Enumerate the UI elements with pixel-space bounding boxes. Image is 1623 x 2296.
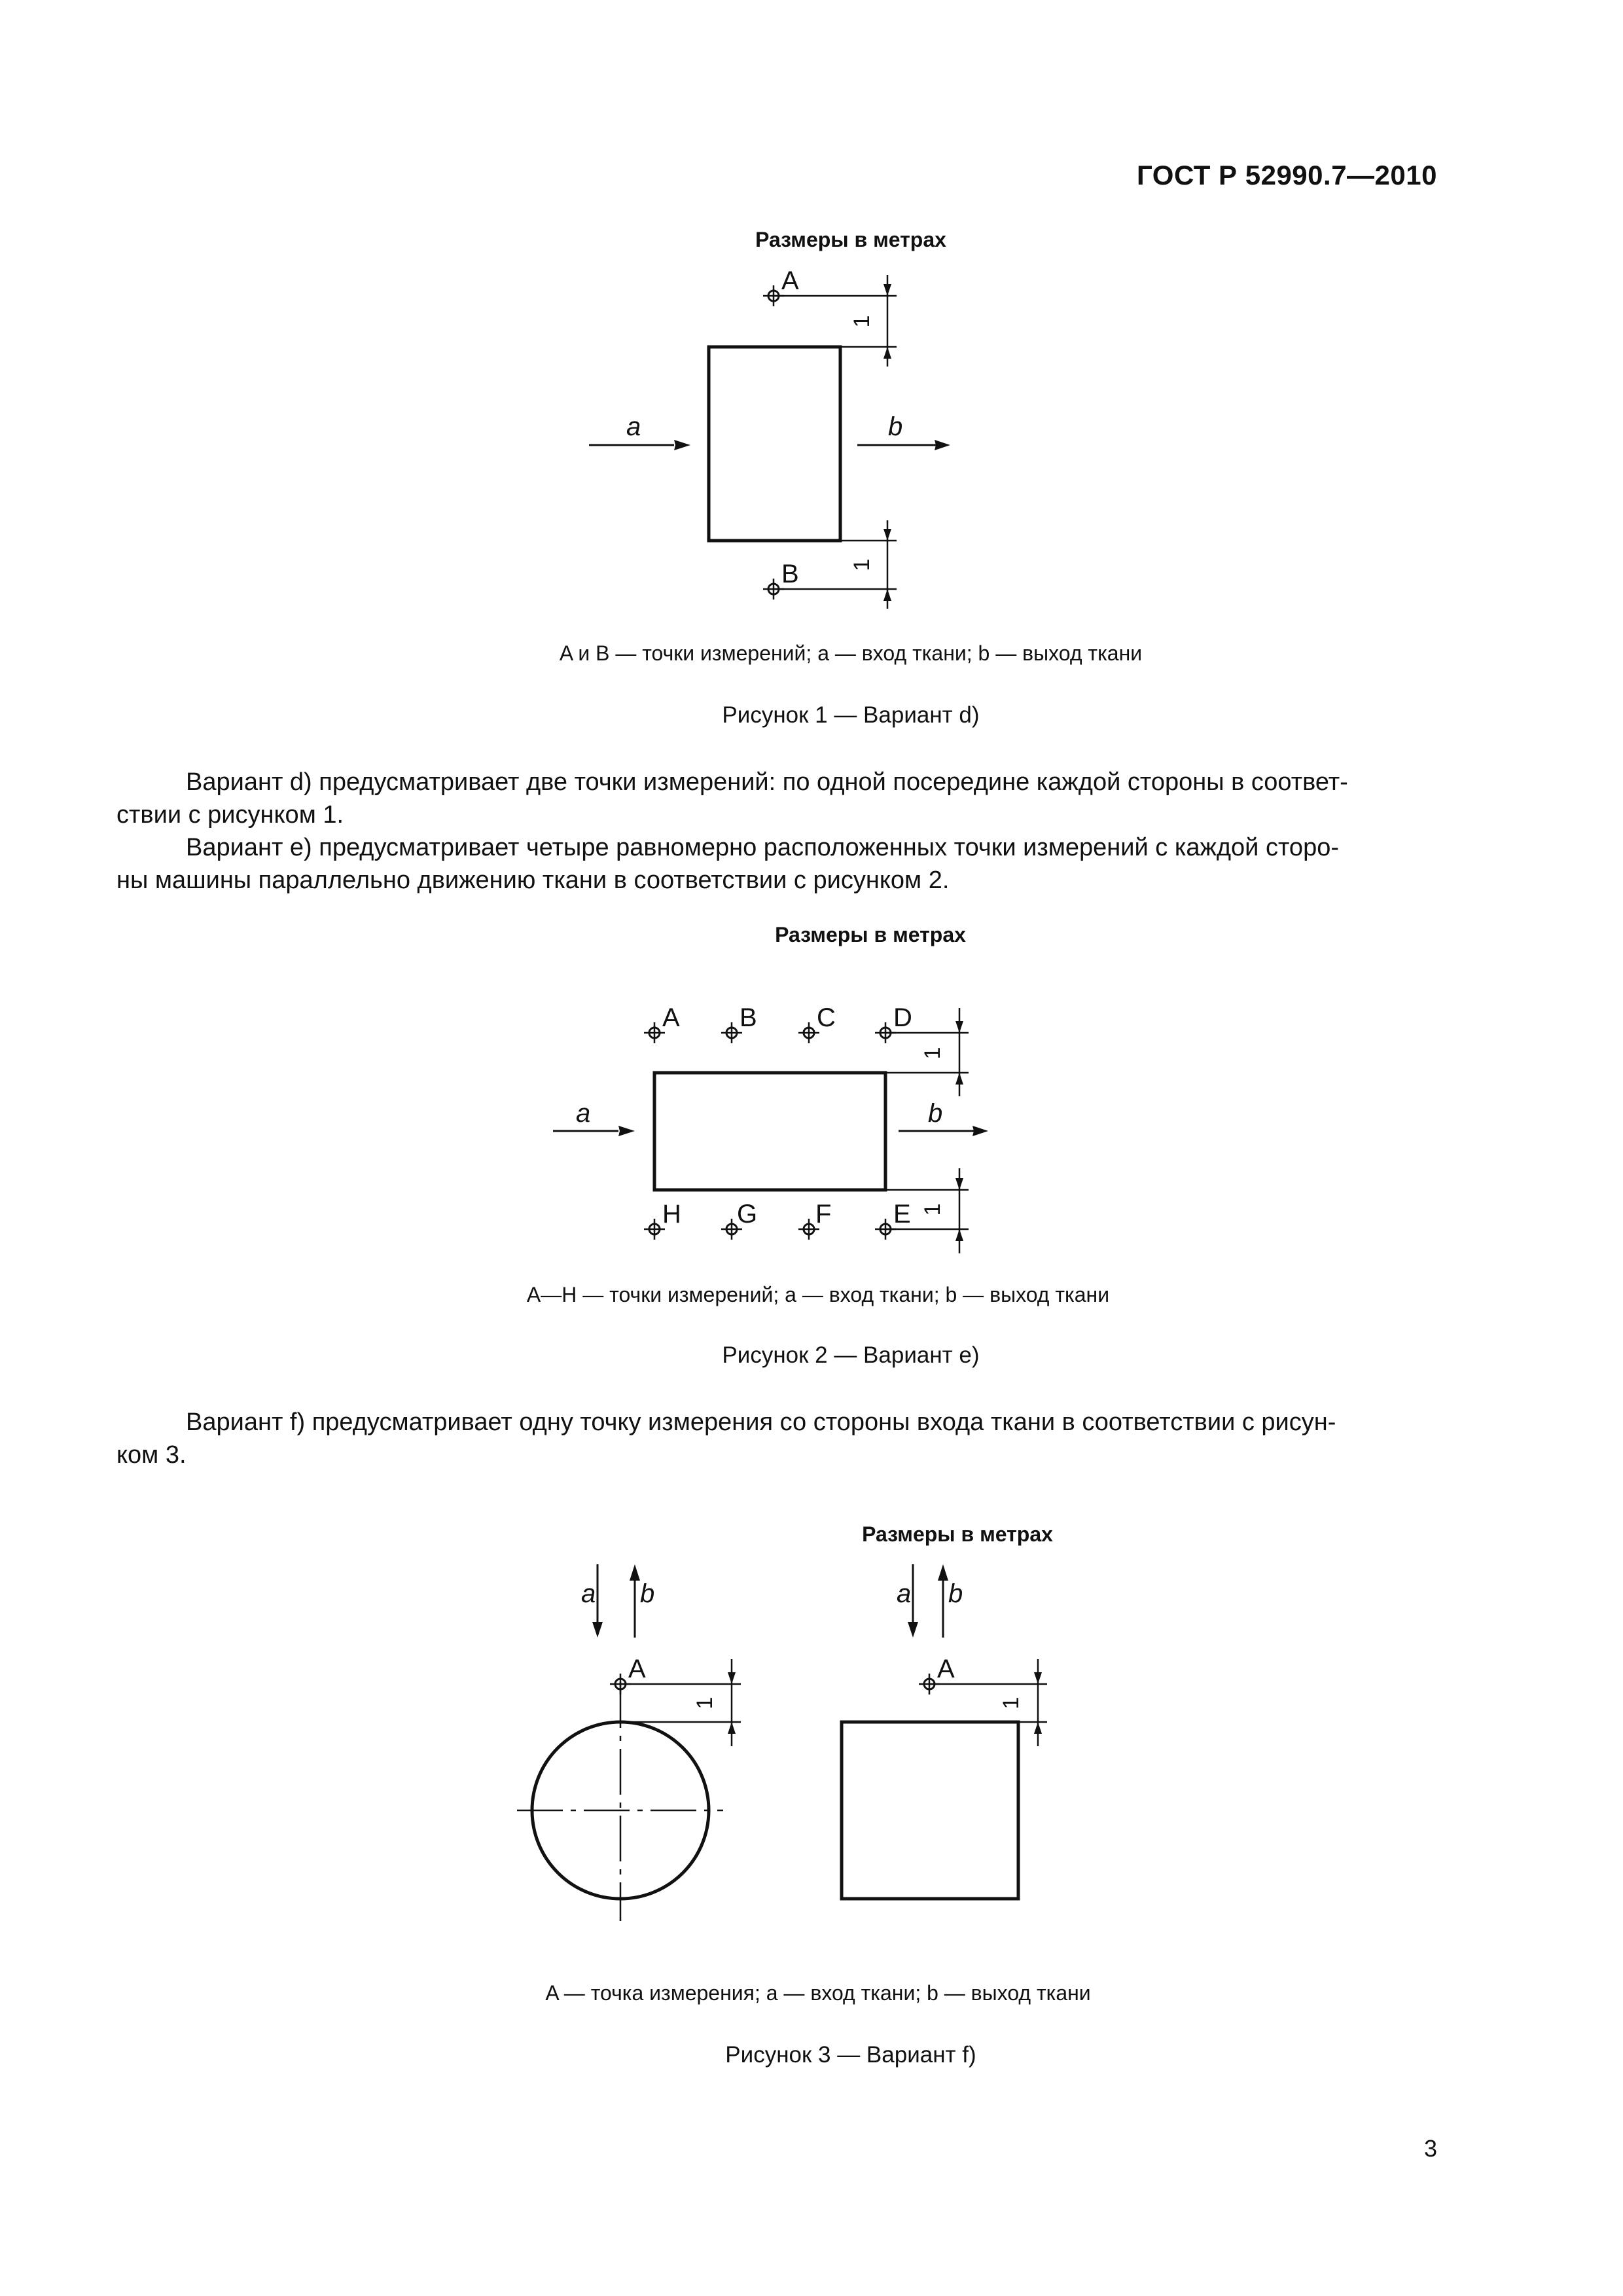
point-label-b: B <box>740 1003 757 1032</box>
dimension-bottom: 1 <box>920 1203 945 1216</box>
figure3-diagram <box>497 1551 1126 1918</box>
arrow-out-head <box>935 440 950 450</box>
point-label-d: D <box>893 1003 912 1032</box>
point-label-g: G <box>737 1200 758 1229</box>
point-label-a: A <box>781 266 799 295</box>
arrow-in-head <box>908 1622 918 1638</box>
figure3-caption: Рисунок 3 — Вариант f) <box>725 2042 976 2068</box>
paragraph-variant-e <box>116 831 1438 897</box>
arrow-in-label: a <box>626 412 641 441</box>
arrow-out-head <box>938 1564 948 1581</box>
point-label-a: A <box>937 1655 955 1683</box>
arrow-out-label: b <box>948 1579 963 1608</box>
point-label-a: A <box>662 1003 680 1032</box>
figure2-caption: Рисунок 2 — Вариант e) <box>722 1342 980 1368</box>
arrow-in-head <box>592 1622 603 1638</box>
figure2-diagram <box>537 982 1008 1270</box>
figure3-legend: A — точка измерения; a — вход ткани; b — выход ткани <box>545 1981 1091 2005</box>
dimension-left: 1 <box>692 1696 717 1710</box>
page-number: 3 <box>1423 2135 1437 2162</box>
paragraph-variant-d <box>116 766 1438 831</box>
point-label-b: B <box>781 560 799 588</box>
square-machine <box>842 1722 1018 1899</box>
figure1-caption: Рисунок 1 — Вариант d) <box>722 702 980 728</box>
figure1-diagram <box>576 255 969 622</box>
dimension-top: 1 <box>849 315 874 328</box>
point-label-a: A <box>628 1655 646 1683</box>
figure1-legend: A и B — точки измерений; a — вход ткани; b — выход ткани <box>559 641 1143 665</box>
arrow-in-label: a <box>897 1579 912 1608</box>
point-label-h: H <box>662 1200 681 1229</box>
document-header: ГОСТ Р 52990.7—2010 <box>1137 160 1437 190</box>
paragraph-variant-f <box>116 1406 1438 1471</box>
point-label-c: C <box>817 1003 836 1032</box>
figure3-dims-label: Размеры в метрах <box>862 1522 1053 1546</box>
dimension-top: 1 <box>920 1047 945 1060</box>
arrow-out-label: b <box>640 1579 655 1608</box>
paragraph-line: Вариант e) предусматривает четыре равномерно расположенных точки измерений с каждой сторо- <box>186 834 1339 861</box>
arrow-in-label: a <box>576 1099 591 1128</box>
dimension-right: 1 <box>999 1696 1024 1710</box>
point-label-f: F <box>815 1200 832 1229</box>
paragraph-line: ны машины параллельно движению ткани в соответствии с рисунком 2. <box>116 867 950 894</box>
paragraph-line: Вариант f) предусматривает одну точку измерения со стороны входа ткани в соответствии с рисун- <box>186 1408 1336 1436</box>
arrow-in-head <box>618 1126 635 1136</box>
arrow-out-label: b <box>888 412 903 441</box>
dimension-bottom: 1 <box>849 558 874 571</box>
arrow-out-label: b <box>928 1099 943 1128</box>
arrow-out-head <box>972 1126 988 1136</box>
point-label-e: E <box>893 1200 911 1229</box>
paragraph-line: ком 3. <box>116 1441 187 1469</box>
paragraph-line: ствии с рисунком 1. <box>116 801 344 829</box>
figure2-dims-label: Размеры в метрах <box>775 923 966 946</box>
figure1-dims-label: Размеры в метрах <box>755 228 946 251</box>
machine-rectangle <box>709 347 840 541</box>
paragraph-line: Вариант d) предусматривает две точки измерений: по одной посередине каждой стороны в соответ- <box>186 768 1348 796</box>
arrow-out-head <box>630 1564 640 1581</box>
arrow-in-label: a <box>581 1579 596 1608</box>
machine-rectangle <box>654 1073 885 1190</box>
arrow-in-head <box>674 440 690 450</box>
figure2-legend: A—H — точки измерений; a — вход ткани; b — выход ткани <box>526 1283 1110 1306</box>
